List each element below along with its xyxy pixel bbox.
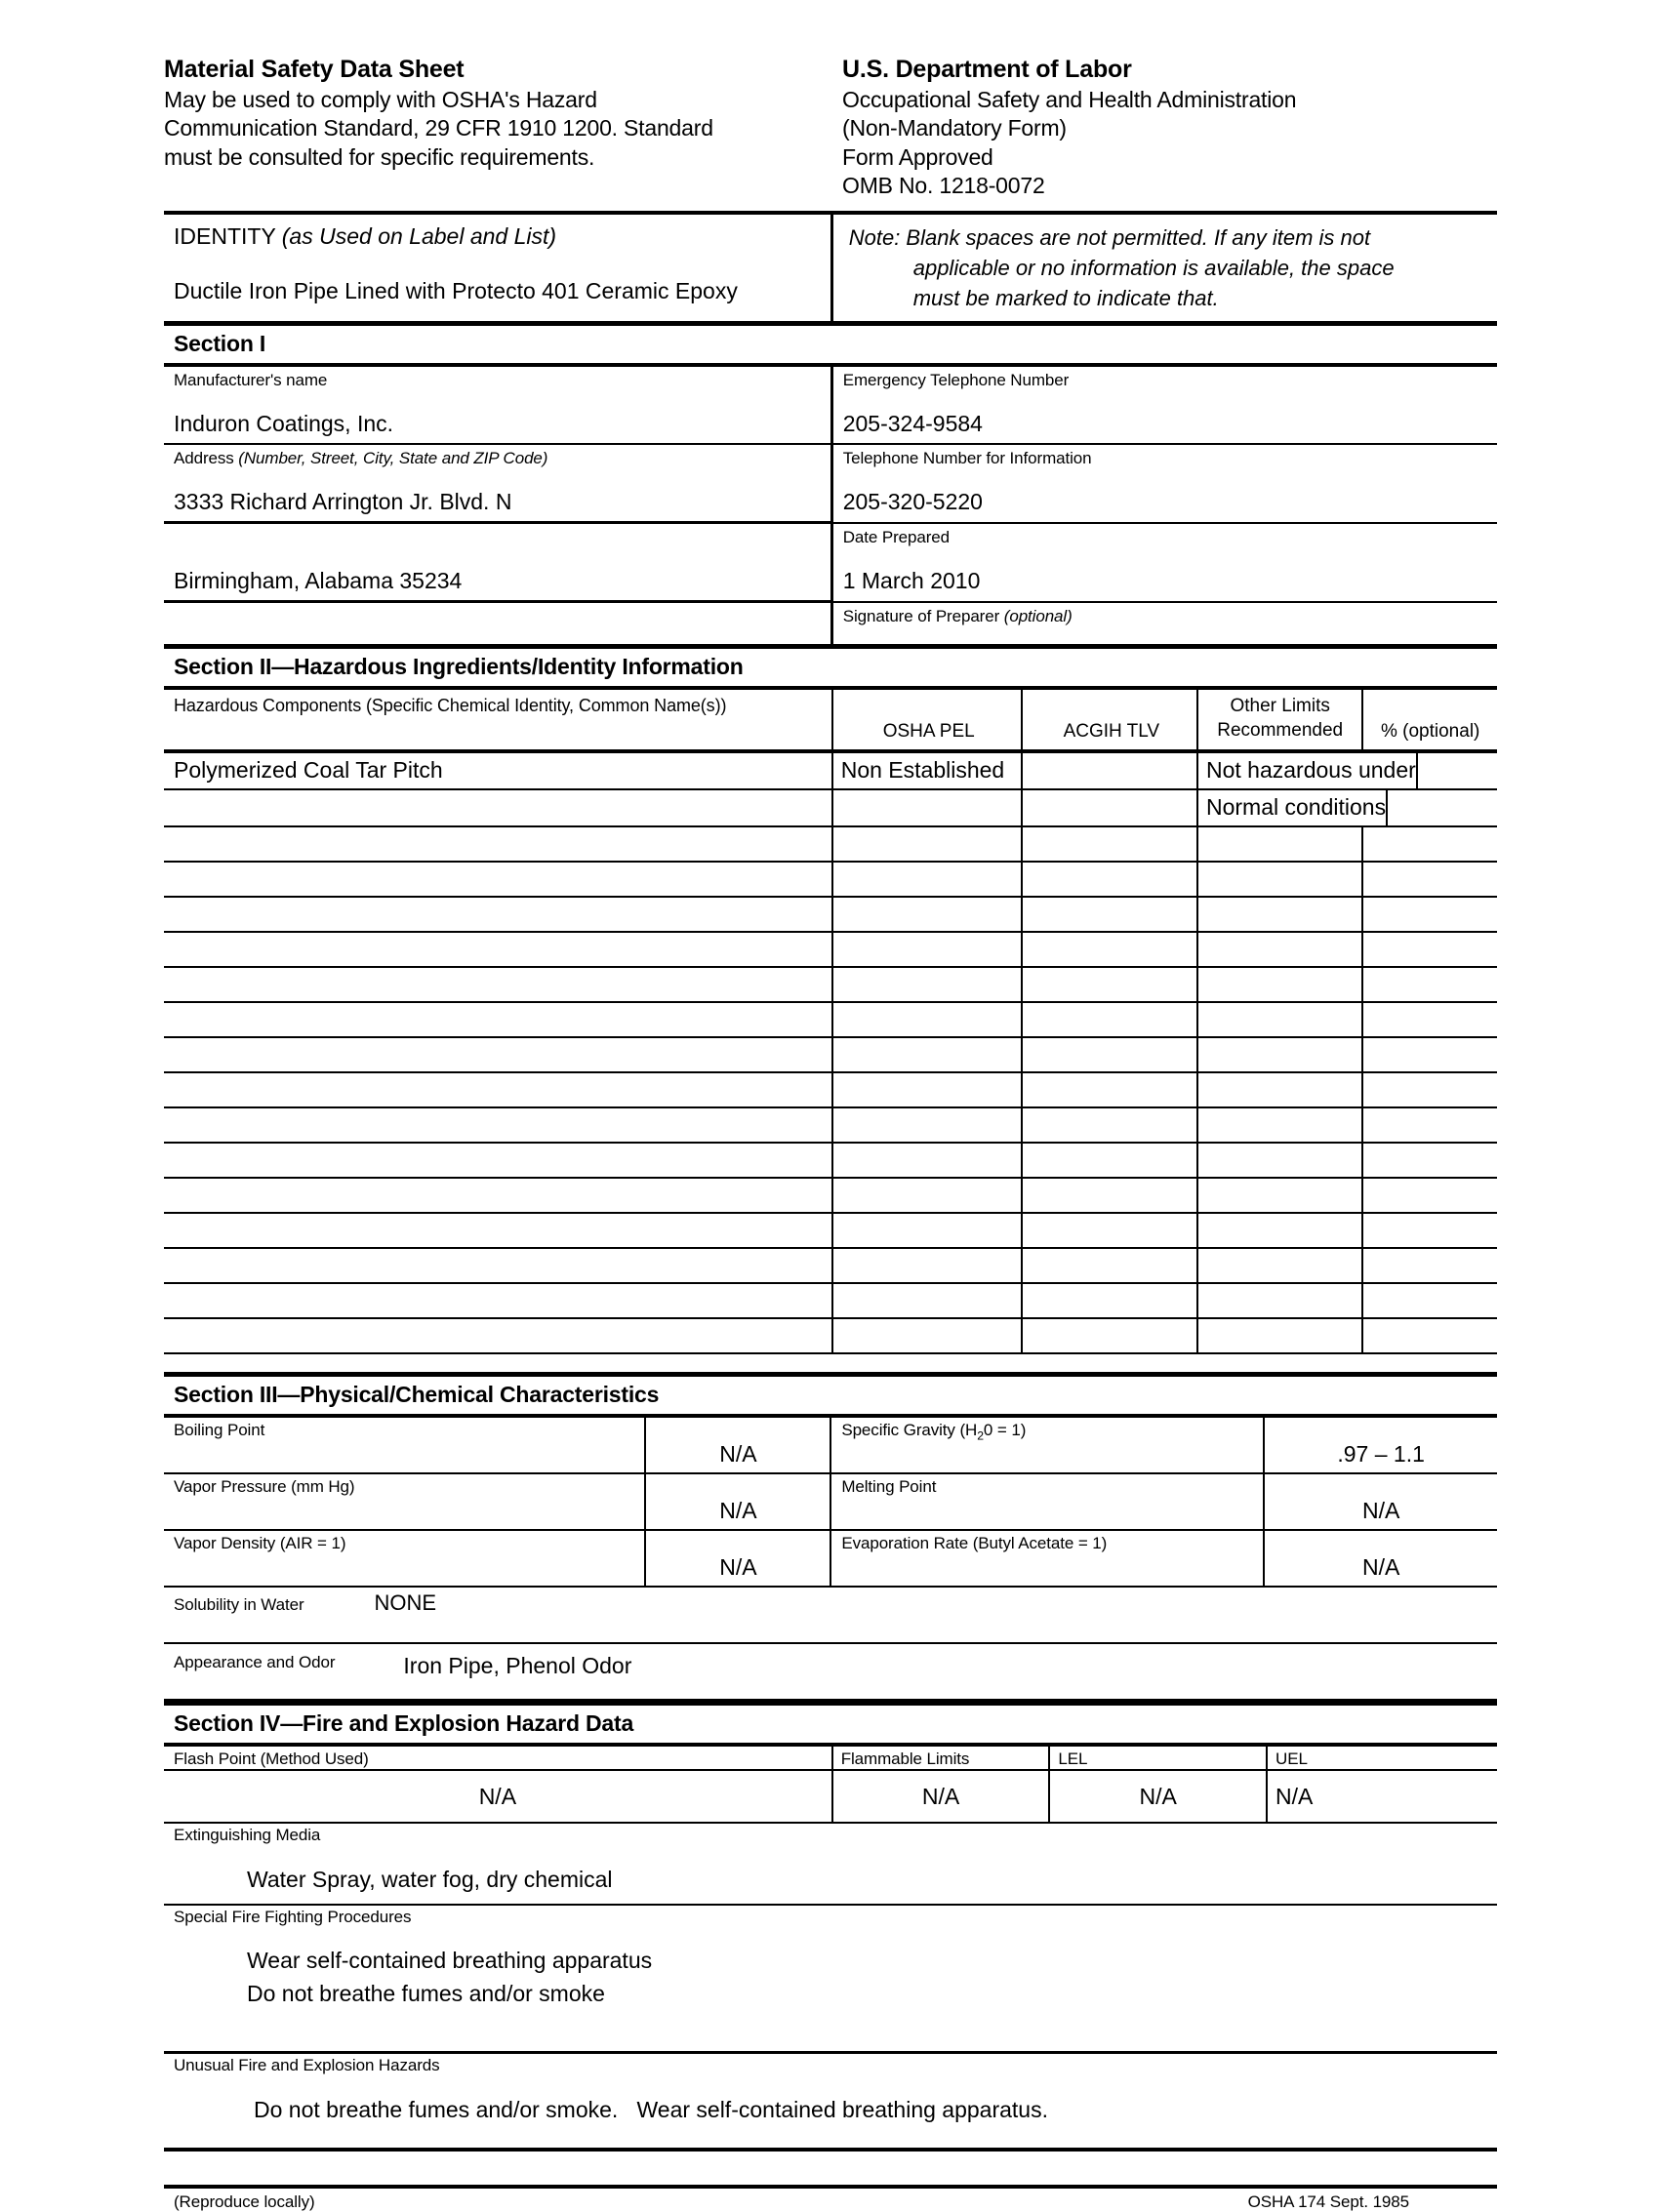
table-cell-blank (833, 1144, 1023, 1177)
specific-gravity-subscript: 2 (977, 1428, 984, 1443)
manufacturer-cell (164, 367, 833, 443)
table-cell-blank (1363, 1319, 1497, 1352)
table-cell-blank (833, 1214, 1023, 1247)
emergency-phone-cell (833, 367, 1497, 443)
table-row-blank (164, 968, 1497, 1003)
table-cell-blank (164, 898, 833, 931)
table-cell-blank (833, 1108, 1023, 1142)
page-title: Material Safety Data Sheet (164, 56, 465, 83)
acgih-tlv-header-cell (1023, 690, 1198, 749)
vapor-density-row (164, 1531, 1497, 1588)
table-cell-blank (1023, 863, 1198, 896)
table-cell-blank (833, 1319, 1023, 1352)
table-row-blank (164, 1214, 1497, 1249)
section-2-title: Section II—Hazardous Ingredients/Identity Information (164, 644, 1497, 690)
osha-pel-header-cell (833, 690, 1023, 749)
component-osha-pel: Non Established (840, 756, 1005, 783)
city-label-empty (174, 528, 830, 547)
table-row-blank (164, 1073, 1497, 1108)
section-1-row-address (164, 445, 1497, 524)
unusual-hazards-value: Do not breathe fumes and/or smoke. Wear self-contained breathing apparatus. (254, 2096, 1048, 2122)
table-row (164, 753, 1497, 790)
table-cell-blank (1198, 1284, 1363, 1317)
address-cell (164, 445, 833, 524)
components-header: Hazardous Components (Specific Chemical Identity, Common Name(s)) (174, 696, 727, 716)
section-1-row-city-date (164, 524, 1497, 603)
table-cell-blank (833, 863, 1023, 896)
table-cell-blank (1363, 968, 1497, 1001)
form-footer (164, 2185, 1497, 2212)
table-cell-blank (833, 1073, 1023, 1106)
table-cell-blank (1363, 1284, 1497, 1317)
table-cell-blank (1023, 1038, 1198, 1071)
percent-header: % (optional) (1380, 721, 1480, 743)
table-cell-blank (1023, 1179, 1198, 1212)
table-cell-blank (1363, 1179, 1497, 1212)
specific-gravity-label (841, 1421, 1263, 1443)
table-cell-blank (833, 827, 1023, 861)
table-row-blank (164, 1249, 1497, 1284)
table-cell-blank (1198, 1108, 1363, 1142)
table-cell-blank (1023, 1003, 1198, 1036)
identity-left (164, 215, 833, 322)
osha-pel-header: OSHA PEL (882, 721, 975, 743)
table-cell-blank (1363, 1073, 1497, 1106)
evaporation-rate-label: Evaporation Rate (Butyl Acetate = 1) (841, 1533, 1108, 1552)
vapor-density-label: Vapor Density (AIR = 1) (174, 1533, 346, 1552)
table-cell-blank (1023, 1319, 1198, 1352)
component-other-limits: Not hazardous under (1205, 756, 1416, 783)
appearance-row (164, 1644, 1497, 1701)
unusual-hazards-label: Unusual Fire and Explosion Hazards (174, 2056, 440, 2075)
table-cell-blank (1363, 827, 1497, 861)
table-cell-blank (164, 933, 833, 966)
note-line-3: must be marked to indicate that. (912, 286, 1219, 311)
osha-form-number: OSHA 174 Sept. 1985 (1247, 2192, 1409, 2211)
manufacturer-label: Manufacturer's name (174, 371, 328, 390)
section-2-rows (164, 753, 1497, 1354)
address-label (174, 449, 830, 468)
header-left-line-3: must be consulted for specific requirements. (164, 143, 595, 170)
table-cell-blank (833, 1038, 1023, 1071)
signature-label-main: Signature of Preparer (842, 607, 1004, 626)
date-prepared-cell (833, 524, 1497, 603)
emergency-phone-value: 205-324-9584 (842, 410, 983, 436)
address-line-1: 3333 Richard Arrington Jr. Blvd. N (174, 488, 512, 514)
table-cell-blank (1363, 1108, 1497, 1142)
signature-cell (833, 603, 1497, 644)
table-cell-blank (833, 933, 1023, 966)
component-name: Polymerized Coal Tar Pitch (174, 756, 443, 783)
special-procedures-line-1: Wear self-contained breathing apparatus (247, 1948, 653, 1974)
vapor-pressure-label: Vapor Pressure (mm Hg) (174, 1476, 355, 1496)
header-right-line-1: Occupational Safety and Health Administration (842, 87, 1297, 112)
form-header (164, 54, 1497, 211)
msds-form (164, 54, 1497, 2212)
table-cell-blank (164, 1179, 833, 1212)
acgih-tlv-header: ACGIH TLV (1063, 721, 1160, 743)
signature-label-italic: (optional) (1003, 607, 1073, 626)
omb-number: OMB No. 1218-0072 (842, 173, 1045, 199)
section-2-blank-rows (164, 827, 1497, 1354)
date-prepared-value: 1 March 2010 (842, 567, 981, 593)
appearance-value: Iron Pipe, Phenol Odor (403, 1652, 632, 1678)
specific-gravity-label-post: 0 = 1) (983, 1420, 1027, 1439)
special-procedures-label: Special Fire Fighting Procedures (174, 1908, 412, 1927)
table-cell-blank (164, 1108, 833, 1142)
table-cell-blank (1198, 1003, 1363, 1036)
identity-label-main: IDENTITY (174, 222, 276, 249)
uel-label: UEL (1275, 1749, 1308, 1768)
vapor-density-value: N/A (719, 1553, 757, 1580)
unusual-hazards-block (164, 2051, 1497, 2148)
table-cell-blank (1363, 1003, 1497, 1036)
table-cell-blank (1198, 1249, 1363, 1282)
table-cell-blank (1363, 898, 1497, 931)
table-row-blank (164, 1144, 1497, 1179)
table-cell-blank (164, 1214, 833, 1247)
vapor-pressure-row (164, 1474, 1497, 1531)
table-cell-blank (1023, 898, 1198, 931)
table-row-blank (164, 933, 1497, 968)
flammable-limits-label: Flammable Limits (840, 1749, 970, 1768)
table-cell-blank (1198, 1073, 1363, 1106)
solubility-row (164, 1588, 1497, 1644)
table-cell-blank (1198, 1179, 1363, 1212)
address-line-2: Birmingham, Alabama 35234 (174, 567, 463, 593)
table-cell-blank (1198, 898, 1363, 931)
table-cell-blank (833, 1179, 1023, 1212)
table-cell-blank (1198, 863, 1363, 896)
table-cell-blank (164, 968, 833, 1001)
table-cell-blank (1198, 968, 1363, 1001)
identity-note (833, 215, 1497, 322)
table-cell-blank (164, 1144, 833, 1177)
other-limits-header-line-2: Recommended (1217, 720, 1344, 742)
agency-title: U.S. Department of Labor (842, 56, 1132, 83)
boiling-point-row (164, 1418, 1497, 1474)
table-cell-blank (164, 1073, 833, 1106)
note-line-1: Note: Blank spaces are not permitted. If any item is not (848, 224, 1371, 250)
components-header-cell (164, 690, 833, 749)
info-phone-label: Telephone Number for Information (842, 449, 1092, 468)
header-right-column (830, 54, 1497, 201)
table-cell-blank (164, 863, 833, 896)
table-cell-blank (1363, 1249, 1497, 1282)
lel-label: LEL (1058, 1749, 1088, 1768)
table-cell-blank (1023, 827, 1198, 861)
section-1-row-manufacturer (164, 367, 1497, 445)
solubility-value: NONE (374, 1589, 437, 1615)
table-cell-blank (164, 1319, 833, 1352)
table-row-blank (164, 1179, 1497, 1214)
table-row-blank (164, 1284, 1497, 1319)
flash-point-values (164, 1771, 1497, 1822)
flash-point-value: N/A (478, 1784, 517, 1810)
extinguishing-media-value: Water Spray, water fog, dry chemical (247, 1866, 613, 1892)
table-row-blank (164, 863, 1497, 898)
table-cell-blank (164, 827, 833, 861)
table-cell-blank (164, 1284, 833, 1317)
identity-value: Ductile Iron Pipe Lined with Protecto 401 Ceramic Epoxy (174, 277, 738, 303)
table-cell-blank (1023, 1108, 1198, 1142)
table-cell-blank (1023, 1249, 1198, 1282)
table-row-blank (164, 1038, 1497, 1073)
table-cell-blank (1198, 1144, 1363, 1177)
melting-point-label: Melting Point (841, 1476, 937, 1496)
table-row-blank (164, 1319, 1497, 1354)
date-prepared-label: Date Prepared (842, 528, 950, 547)
table-cell-blank (1023, 1284, 1198, 1317)
other-limits-header-cell (1198, 690, 1363, 749)
table-cell-blank (1363, 1214, 1497, 1247)
header-left-column (164, 54, 830, 201)
evaporation-rate-value: N/A (1361, 1553, 1400, 1580)
table-cell-blank (833, 968, 1023, 1001)
table-cell-blank (164, 1038, 833, 1071)
header-right-line-3: Form Approved (842, 143, 993, 170)
boiling-point-label: Boiling Point (174, 1420, 265, 1439)
table-cell-blank (1363, 1144, 1497, 1177)
reproduce-locally-note: (Reproduce locally) (174, 2192, 315, 2211)
address-label-italic: (Number, Street, City, State and ZIP Code) (238, 449, 548, 468)
special-procedures-block (164, 1904, 1497, 2051)
identity-block (164, 211, 1497, 322)
table-cell-blank (164, 1003, 833, 1036)
flash-point-headers (164, 1747, 1497, 1771)
bottom-spacer (164, 2148, 1497, 2185)
header-left-line-2: Communication Standard, 29 CFR 1910 1200. Standard (164, 115, 713, 141)
flash-point-block (164, 1747, 1497, 1822)
signature-blank-cell (164, 603, 833, 644)
section-2-column-headers (164, 690, 1497, 753)
manufacturer-value: Induron Coatings, Inc. (174, 410, 394, 436)
signature-label (843, 607, 1497, 626)
table-row (164, 790, 1497, 827)
city-cell (164, 524, 833, 603)
table-row-blank (164, 898, 1497, 933)
other-limits-header-line-1: Other Limits (1230, 696, 1330, 717)
table-row-blank (164, 1003, 1497, 1038)
table-cell-blank (833, 1249, 1023, 1282)
section-1-title: Section I (164, 321, 1497, 367)
section-4-title: Section IV—Fire and Explosion Hazard Data (164, 1701, 1497, 1747)
melting-point-value: N/A (1361, 1497, 1400, 1523)
section-3-title: Section III—Physical/Chemical Characteristics (164, 1372, 1497, 1418)
specific-gravity-label-pre: Specific Gravity (H (841, 1420, 978, 1439)
table-cell-blank (833, 1003, 1023, 1036)
emergency-phone-label: Emergency Telephone Number (842, 371, 1070, 390)
table-cell-blank (1198, 1038, 1363, 1071)
table-cell-blank (1023, 1073, 1198, 1106)
appearance-label: Appearance and Odor (174, 1652, 336, 1671)
flash-point-label: Flash Point (Method Used) (174, 1749, 369, 1768)
extinguishing-media-block (164, 1822, 1497, 1904)
percent-header-cell (1363, 690, 1497, 749)
section-1-row-signature (164, 603, 1497, 644)
table-cell-blank (1198, 933, 1363, 966)
info-phone-cell (833, 445, 1497, 524)
info-phone-value: 205-320-5220 (842, 488, 983, 514)
identity-label-italic: (as Used on Label and List) (281, 222, 557, 249)
table-cell-blank (1363, 863, 1497, 896)
table-row-blank (164, 827, 1497, 863)
extinguishing-media-label: Extinguishing Media (174, 1826, 321, 1845)
flammable-limits-value: N/A (921, 1784, 960, 1810)
table-cell-blank (164, 1249, 833, 1282)
table-cell-blank (1198, 827, 1363, 861)
table-cell-blank (833, 1284, 1023, 1317)
table-cell-blank (1023, 933, 1198, 966)
lel-value: N/A (1139, 1784, 1177, 1810)
solubility-label: Solubility in Water (174, 1594, 304, 1614)
table-cell-blank (1198, 1214, 1363, 1247)
vapor-pressure-value: N/A (719, 1497, 757, 1523)
table-cell-blank (1023, 1144, 1198, 1177)
note-line-2: applicable or no information is available, the space (912, 255, 1395, 280)
identity-label (174, 222, 830, 252)
address-label-main: Address (174, 449, 239, 468)
uel-value: N/A (1275, 1784, 1314, 1810)
special-procedures-line-2: Do not breathe fumes and/or smoke (247, 1980, 605, 2006)
header-right-line-2: (Non-Mandatory Form) (842, 115, 1067, 141)
table-cell-blank (1363, 933, 1497, 966)
table-row-blank (164, 1108, 1497, 1144)
boiling-point-value: N/A (719, 1440, 757, 1467)
header-left-line-1: May be used to comply with OSHA's Hazard (164, 87, 597, 112)
table-cell-blank (1198, 1319, 1363, 1352)
table-cell-blank (833, 898, 1023, 931)
table-cell-blank (1023, 968, 1198, 1001)
specific-gravity-value: .97 – 1.1 (1337, 1440, 1425, 1467)
table-cell-blank (1363, 1038, 1497, 1071)
table-cell-blank (1023, 1214, 1198, 1247)
component-other-limits: Normal conditions (1205, 793, 1387, 820)
